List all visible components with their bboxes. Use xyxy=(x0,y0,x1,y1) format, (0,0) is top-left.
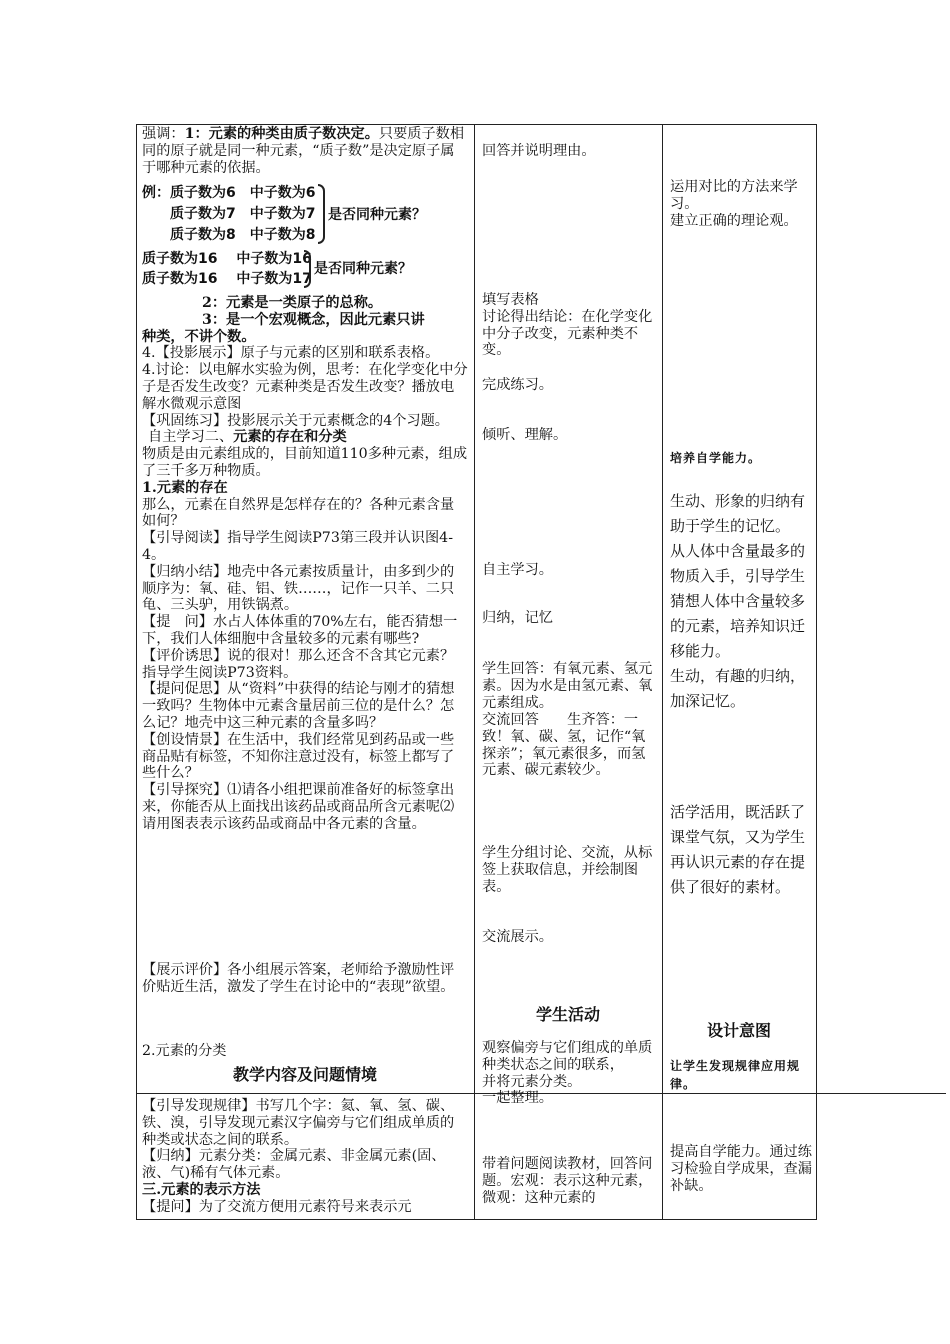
paragraph: 【提 问】水占人体体重的70%左右，能否猜想一下，我们人体细胞中含量较多的元素有哪些? xyxy=(142,614,458,647)
design-intent-line: 生动，有趣的归纳，加深记忆。 xyxy=(670,667,806,710)
header-student-activity: 学生活动 xyxy=(535,1005,600,1024)
design-intent-line: 从人体中含量最多的物质入手，引导学生猜想人体中含量较多的元素，培养知识迁移能力。 xyxy=(670,542,806,660)
paragraph: 【引导探究】⑴请各小组把课前准备好的标签拿出来，你能否从上面找出该药品或商品所含元素呢⑵请用图表表示该药品或商品中各元素的含量。 xyxy=(142,782,455,832)
paragraph: 物质是由元素组成的，目前知道110多种元素，组成了三千多万种物质。 xyxy=(142,446,468,479)
paragraph: 【创设情景】在生活中，我们经常见到药品或一些商品贴有标签，不知你注意过没有，标签上都写了些什么？ xyxy=(142,731,455,782)
point-3b: 种类，不讲个数。 xyxy=(142,328,256,345)
section-heading: 1.元素的存在 xyxy=(142,479,228,496)
design-intent-line: 建立正确的理论观。 xyxy=(670,212,798,229)
student-activity: 自主学习。 xyxy=(482,562,553,578)
brace-shape xyxy=(304,250,311,288)
student-activity: 交流回答 生齐答：一致！氧、碳、氢，记作“氧探亲”；氧元素很多，而氢元素、碳元素较少。 xyxy=(482,712,646,779)
student-activity: 交流展示。 xyxy=(482,929,553,945)
design-intent xyxy=(670,489,812,714)
example-question: 是否同种元素？ xyxy=(314,261,412,277)
student-activity: 倾听、理解。 xyxy=(482,427,568,443)
design-intent xyxy=(670,179,812,229)
student-activity-line: 观察偏旁与它们组成的单质种类状态之间的联系， xyxy=(482,1040,653,1073)
emphasis-paragraph: 强调：1：元素的种类由质子数决定。只要质子数相同的原子就是同一种元素，“质子数”是决定原子属于哪种元素的依据。 xyxy=(142,126,465,176)
example-row: 质子数为16 中子数为17 xyxy=(142,271,312,287)
header-teaching-content: 教学内容及问题情境 xyxy=(232,1065,377,1084)
example-row: 质子数为8 中子数为8 xyxy=(170,227,316,243)
design-intent-line: 生动、形象的归纳有助于学生的记忆。 xyxy=(670,492,806,535)
proton-example-diagram-1 xyxy=(142,180,462,244)
teaching-content-lower xyxy=(142,1098,468,1216)
student-activity: 学生回答：有氧元素、氢元素。因为水是由氢元素、氧元素组成。 xyxy=(482,661,653,711)
student-activity-line: 填写表格 xyxy=(482,292,539,308)
student-activity-line: 并将元素分类。 xyxy=(482,1073,582,1090)
student-activity: 完成练习。 xyxy=(482,377,553,393)
design-intent: 培养自学能力。 xyxy=(670,451,762,465)
example-row: 质子数为16 中子数为16 xyxy=(142,251,312,267)
student-activity: 带着问题阅读教材，回答问题。宏观：表示这种元素，微观：这种元素的 xyxy=(482,1156,653,1206)
column-divider-1 xyxy=(474,124,475,1220)
column-divider-2 xyxy=(662,124,663,1220)
paragraph: 【展示评价】各小组展示答案，老师给予激励性评价贴近生活，激发了学生在讨论中的“表现”欲望。 xyxy=(142,962,455,995)
student-activity: 回答并说明理由。 xyxy=(482,143,596,159)
teaching-content-cell-4 xyxy=(142,1043,468,1060)
paragraph: 4.讨论：以电解水实验为例，思考：在化学变化中分子是否发生改变？元素种类是否发生改变？播放电解水微观示意图 xyxy=(142,362,468,412)
student-activity: 学生分组讨论、交流，从标签上获取信息，并绘制图表。 xyxy=(482,845,653,895)
paragraph: 【提问】为了交流方便用元素符号来表示元 xyxy=(142,1198,412,1215)
design-intent: 让学生发现规律应用规律。 xyxy=(670,1059,801,1091)
paragraph: 【提问促思】从“资料”中获得的结论与刚才的猜想一致吗？生物体中元素含量居前三位的是什么？怎么记？地壳中这三种元素的含量多吗？ xyxy=(142,681,455,731)
student-activity-line: 一起整理。 xyxy=(482,1090,553,1107)
example-question: 是否同种元素？ xyxy=(328,207,426,223)
student-activity: 归纳，记忆 xyxy=(482,610,553,626)
design-intent: 活学活用，既活跃了课堂气氛，又为学生再认识元素的存在提供了很好的素材。 xyxy=(670,803,806,896)
example-row: 质子数为7 中子数为7 xyxy=(170,206,316,222)
self-study-heading: 自主学习二、元素的存在和分类 xyxy=(148,429,347,446)
paragraph: 【巩固练习】投影展示关于元素概念的4个习题。 xyxy=(142,412,449,429)
header-design-intent: 设计意图 xyxy=(706,1021,771,1040)
section-heading: 三.元素的表示方法 xyxy=(142,1181,261,1198)
brace-shape xyxy=(318,184,325,244)
teaching-content-cell-3 xyxy=(142,962,468,996)
point-2: 2：元素是一类原子的总称。 xyxy=(202,295,383,311)
teaching-content-cell xyxy=(142,126,468,176)
point-3a: 3：是一个宏观概念，因此元素只讲 xyxy=(202,311,425,328)
student-activity xyxy=(482,1040,658,1107)
student-activity xyxy=(482,292,658,359)
example-prefix: 例： xyxy=(142,185,170,201)
paragraph: 4.【投影展示】原子与元素的区别和联系表格。 xyxy=(142,345,440,362)
paragraph: 【归纳】元素分类：金属元素、非金属元素(固、液、气)稀有气体元素。 xyxy=(142,1148,446,1182)
paragraph: 2.元素的分类 xyxy=(142,1043,227,1059)
paragraph: 【归纳小结】地壳中各元素按质量计，由多到少的顺序为：氧、硅、铝、铁……，记作一只羊、二只龟、三头驴，用铁锅煮。 xyxy=(142,563,455,614)
paragraph: 【引导阅读】指导学生阅读P73第三段并认识图4-4。 xyxy=(142,530,453,563)
paragraph: 那么，元素在自然界是怎样存在的？各种元素含量如何？ xyxy=(142,496,455,530)
paragraph: 【评价诱思】说的很对！那么还含不含其它元素？指导学生阅读P73资料。 xyxy=(142,647,455,681)
proton-example-diagram-2 xyxy=(142,246,462,288)
student-activity-line: 讨论得出结论：在化学变化中分子改变，元素种类不变。 xyxy=(482,308,653,359)
design-intent-line: 运用对比的方法来学习。 xyxy=(670,179,798,212)
paragraph: 【引导发现规律】书写几个字：氦、氧、氢、碳、铁、溴，引导发现元素汉字偏旁与它们组成单质的种类或状态之间的联系。 xyxy=(142,1098,455,1148)
design-intent: 提高自学能力。通过练习检验自学成果，查漏补缺。 xyxy=(670,1144,812,1194)
example-row: 质子数为6 中子数为6 xyxy=(170,185,316,201)
teaching-content-cell-2 xyxy=(142,295,468,833)
